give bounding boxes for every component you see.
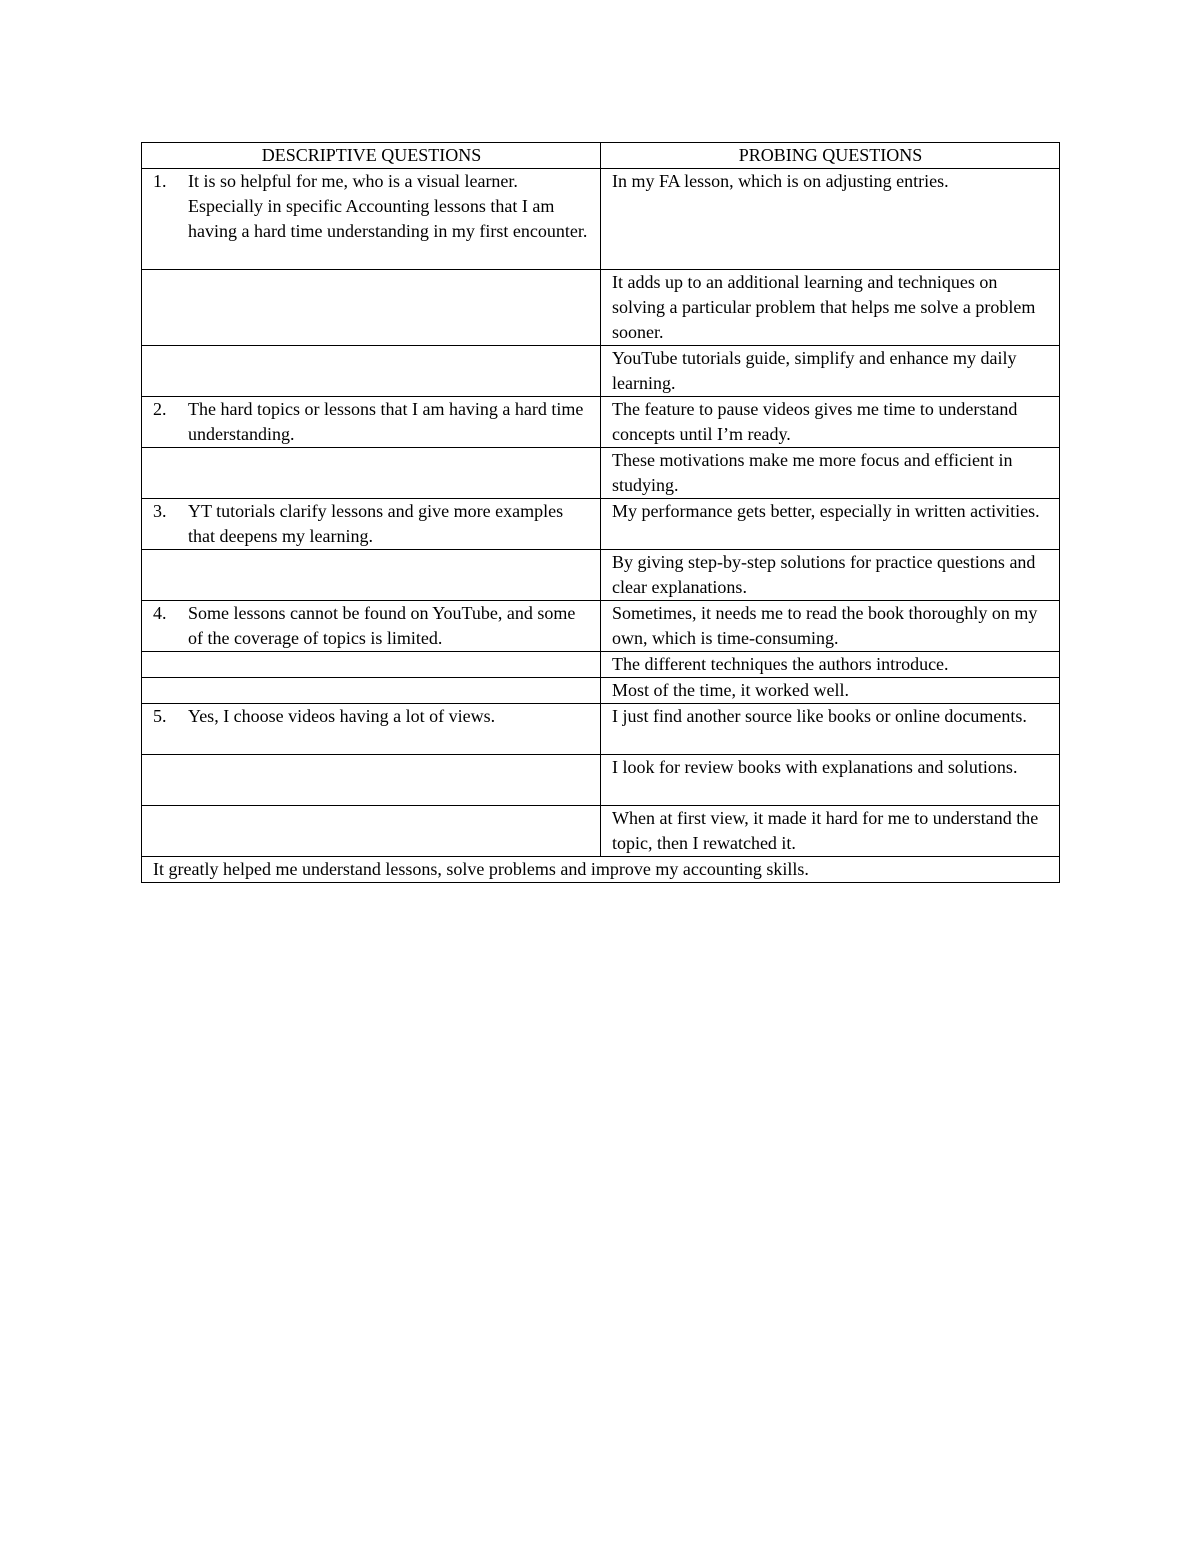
questions-table [141, 142, 1060, 883]
table-row [142, 169, 1060, 270]
table-row [142, 270, 1060, 346]
table-row [142, 755, 1060, 806]
table-row [142, 806, 1060, 857]
table-row [142, 704, 1060, 755]
descriptive-cell [142, 601, 601, 652]
descriptive-cell [142, 169, 601, 270]
probing-answer: In my FA lesson, which is on adjusting entries. [601, 169, 1060, 270]
table-row [142, 652, 1060, 678]
descriptive-cell-empty [142, 755, 601, 806]
descriptive-cell-empty [142, 448, 601, 499]
item-number: 2. [153, 399, 167, 419]
descriptive-cell-empty [142, 652, 601, 678]
probing-answer: I just find another source like books or online documents. [601, 704, 1060, 755]
table-row [142, 601, 1060, 652]
descriptive-answer: Yes, I choose videos having a lot of views. [188, 706, 496, 726]
probing-answer: These motivations make me more focus and efficient in studying. [601, 448, 1060, 499]
descriptive-cell-empty [142, 270, 601, 346]
descriptive-cell-empty [142, 678, 601, 704]
probing-answer: The feature to pause videos gives me time to understand concepts until I’m ready. [601, 397, 1060, 448]
table-row [142, 397, 1060, 448]
summary-row [142, 857, 1060, 883]
probing-answer: By giving step-by-step solutions for practice questions and clear explanations. [601, 550, 1060, 601]
item-number: 4. [153, 603, 167, 623]
table-row [142, 346, 1060, 397]
item-number: 5. [153, 706, 167, 726]
descriptive-header: DESCRIPTIVE QUESTIONS [142, 143, 601, 169]
descriptive-cell [142, 397, 601, 448]
table-row [142, 678, 1060, 704]
table-row [142, 499, 1060, 550]
probing-answer: The different techniques the authors introduce. [601, 652, 1060, 678]
probing-answer: When at first view, it made it hard for me to understand the topic, then I rewatched it. [601, 806, 1060, 857]
table-row [142, 448, 1060, 499]
probing-header: PROBING QUESTIONS [601, 143, 1060, 169]
probing-answer: My performance gets better, especially in written activities. [601, 499, 1060, 550]
summary-text: It greatly helped me understand lessons, solve problems and improve my accounting skills. [142, 857, 1060, 883]
descriptive-cell-empty [142, 806, 601, 857]
descriptive-cell-empty [142, 550, 601, 601]
probing-answer: I look for review books with explanations and solutions. [601, 755, 1060, 806]
item-number: 1. [153, 171, 167, 191]
descriptive-cell [142, 499, 601, 550]
table-header-row [142, 143, 1060, 169]
descriptive-cell [142, 704, 601, 755]
descriptive-answer: It is so helpful for me, who is a visual learner. Especially in specific Accounting lessons that I am having a hard time understanding in my first encounter. [188, 171, 588, 241]
descriptive-answer: YT tutorials clarify lessons and give more examples that deepens my learning. [188, 501, 564, 546]
probing-answer: It adds up to an additional learning and techniques on solving a particular problem that helps me solve a problem sooner. [601, 270, 1060, 346]
probing-answer: YouTube tutorials guide, simplify and enhance my daily learning. [601, 346, 1060, 397]
descriptive-answer: Some lessons cannot be found on YouTube, and some of the coverage of topics is limited. [188, 603, 576, 648]
descriptive-cell-empty [142, 346, 601, 397]
descriptive-answer: The hard topics or lessons that I am having a hard time understanding. [188, 399, 584, 444]
probing-answer: Sometimes, it needs me to read the book thoroughly on my own, which is time-consuming. [601, 601, 1060, 652]
table-row [142, 550, 1060, 601]
probing-answer: Most of the time, it worked well. [601, 678, 1060, 704]
item-number: 3. [153, 501, 167, 521]
